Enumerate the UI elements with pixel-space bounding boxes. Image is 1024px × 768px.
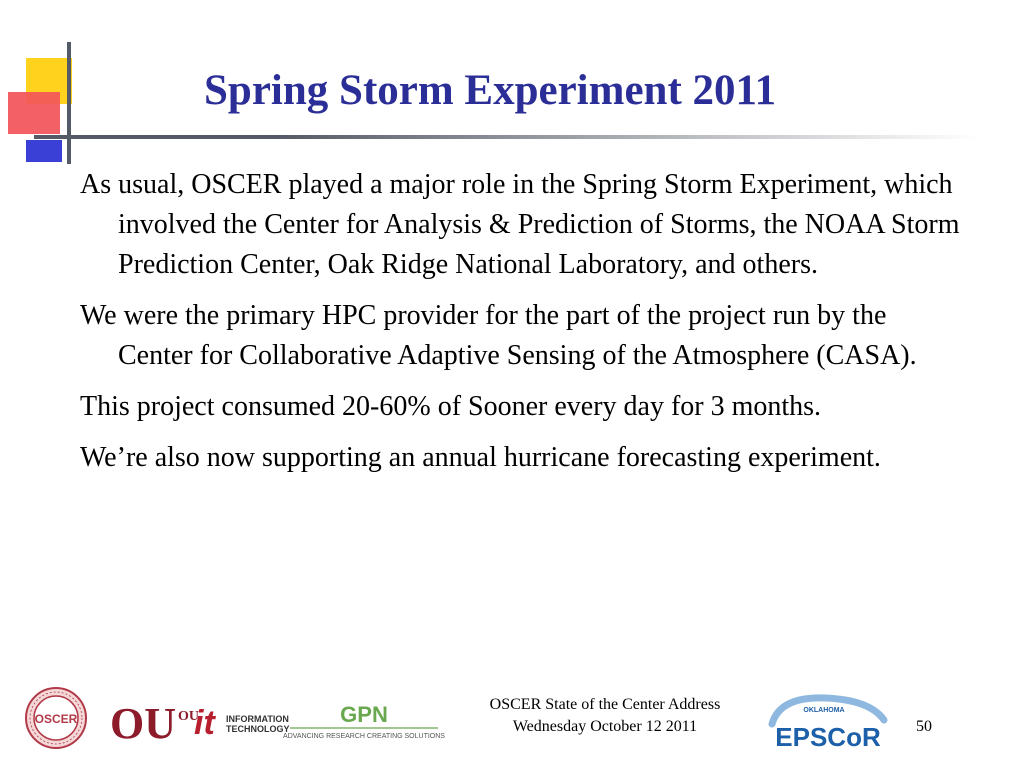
ou-logo	[110, 688, 176, 748]
epscor-state-text: OKLAHOMA	[803, 707, 845, 714]
corner-red-square	[8, 92, 60, 134]
footer-line2: Wednesday October 12 2011	[512, 718, 698, 735]
epscor-logo	[766, 690, 892, 752]
title-underline-fade	[279, 135, 979, 139]
epscor-logo-text: EPSCoR	[775, 722, 881, 752]
gpn-logo	[283, 698, 445, 742]
svg-text:OU: OU	[178, 709, 199, 724]
bullet-list	[80, 165, 960, 489]
it-mark-text: it	[194, 704, 215, 742]
oscer-logo-text: OSCER	[34, 712, 78, 726]
bullet-item: We’re also now supporting an annual hurricane forecasting experiment.	[80, 442, 881, 473]
ou-logo-text: OU	[110, 699, 176, 748]
footer-line1: OSCER State of the Center Address	[489, 696, 721, 713]
corner-vertical-line	[67, 42, 71, 164]
corner-blue-square	[26, 140, 62, 162]
it-line2-text: TECHNOLOGY	[226, 724, 290, 734]
information-technology-logo	[172, 692, 288, 746]
bullet-item: This project consumed 20-60% of Sooner every day for 3 months.	[80, 391, 822, 422]
title-underline	[34, 135, 279, 139]
it-line1-text: INFORMATION	[226, 714, 289, 724]
gpn-tagline-text: ADVANCING RESEARCH CREATING SOLUTIONS	[283, 733, 445, 740]
oscer-seal-logo	[24, 686, 88, 750]
bullet-item: As usual, OSCER played a major role in the Spring Storm Experiment, which involved the Center for Analysis & Prediction of Storms, the NOAA Storm Prediction Center, Oak Ridge National Laboratory, and others.	[80, 169, 960, 280]
page-number: 50	[916, 718, 932, 735]
slide-title: Spring Storm Experiment 2011	[204, 67, 777, 114]
gpn-logo-text: GPN	[340, 702, 388, 727]
footer-text	[440, 694, 770, 738]
bullet-item: We were the primary HPC provider for the part of the project run by the Center for Collaborative Adaptive Sensing of the Atmosphere (CASA).	[80, 300, 917, 371]
